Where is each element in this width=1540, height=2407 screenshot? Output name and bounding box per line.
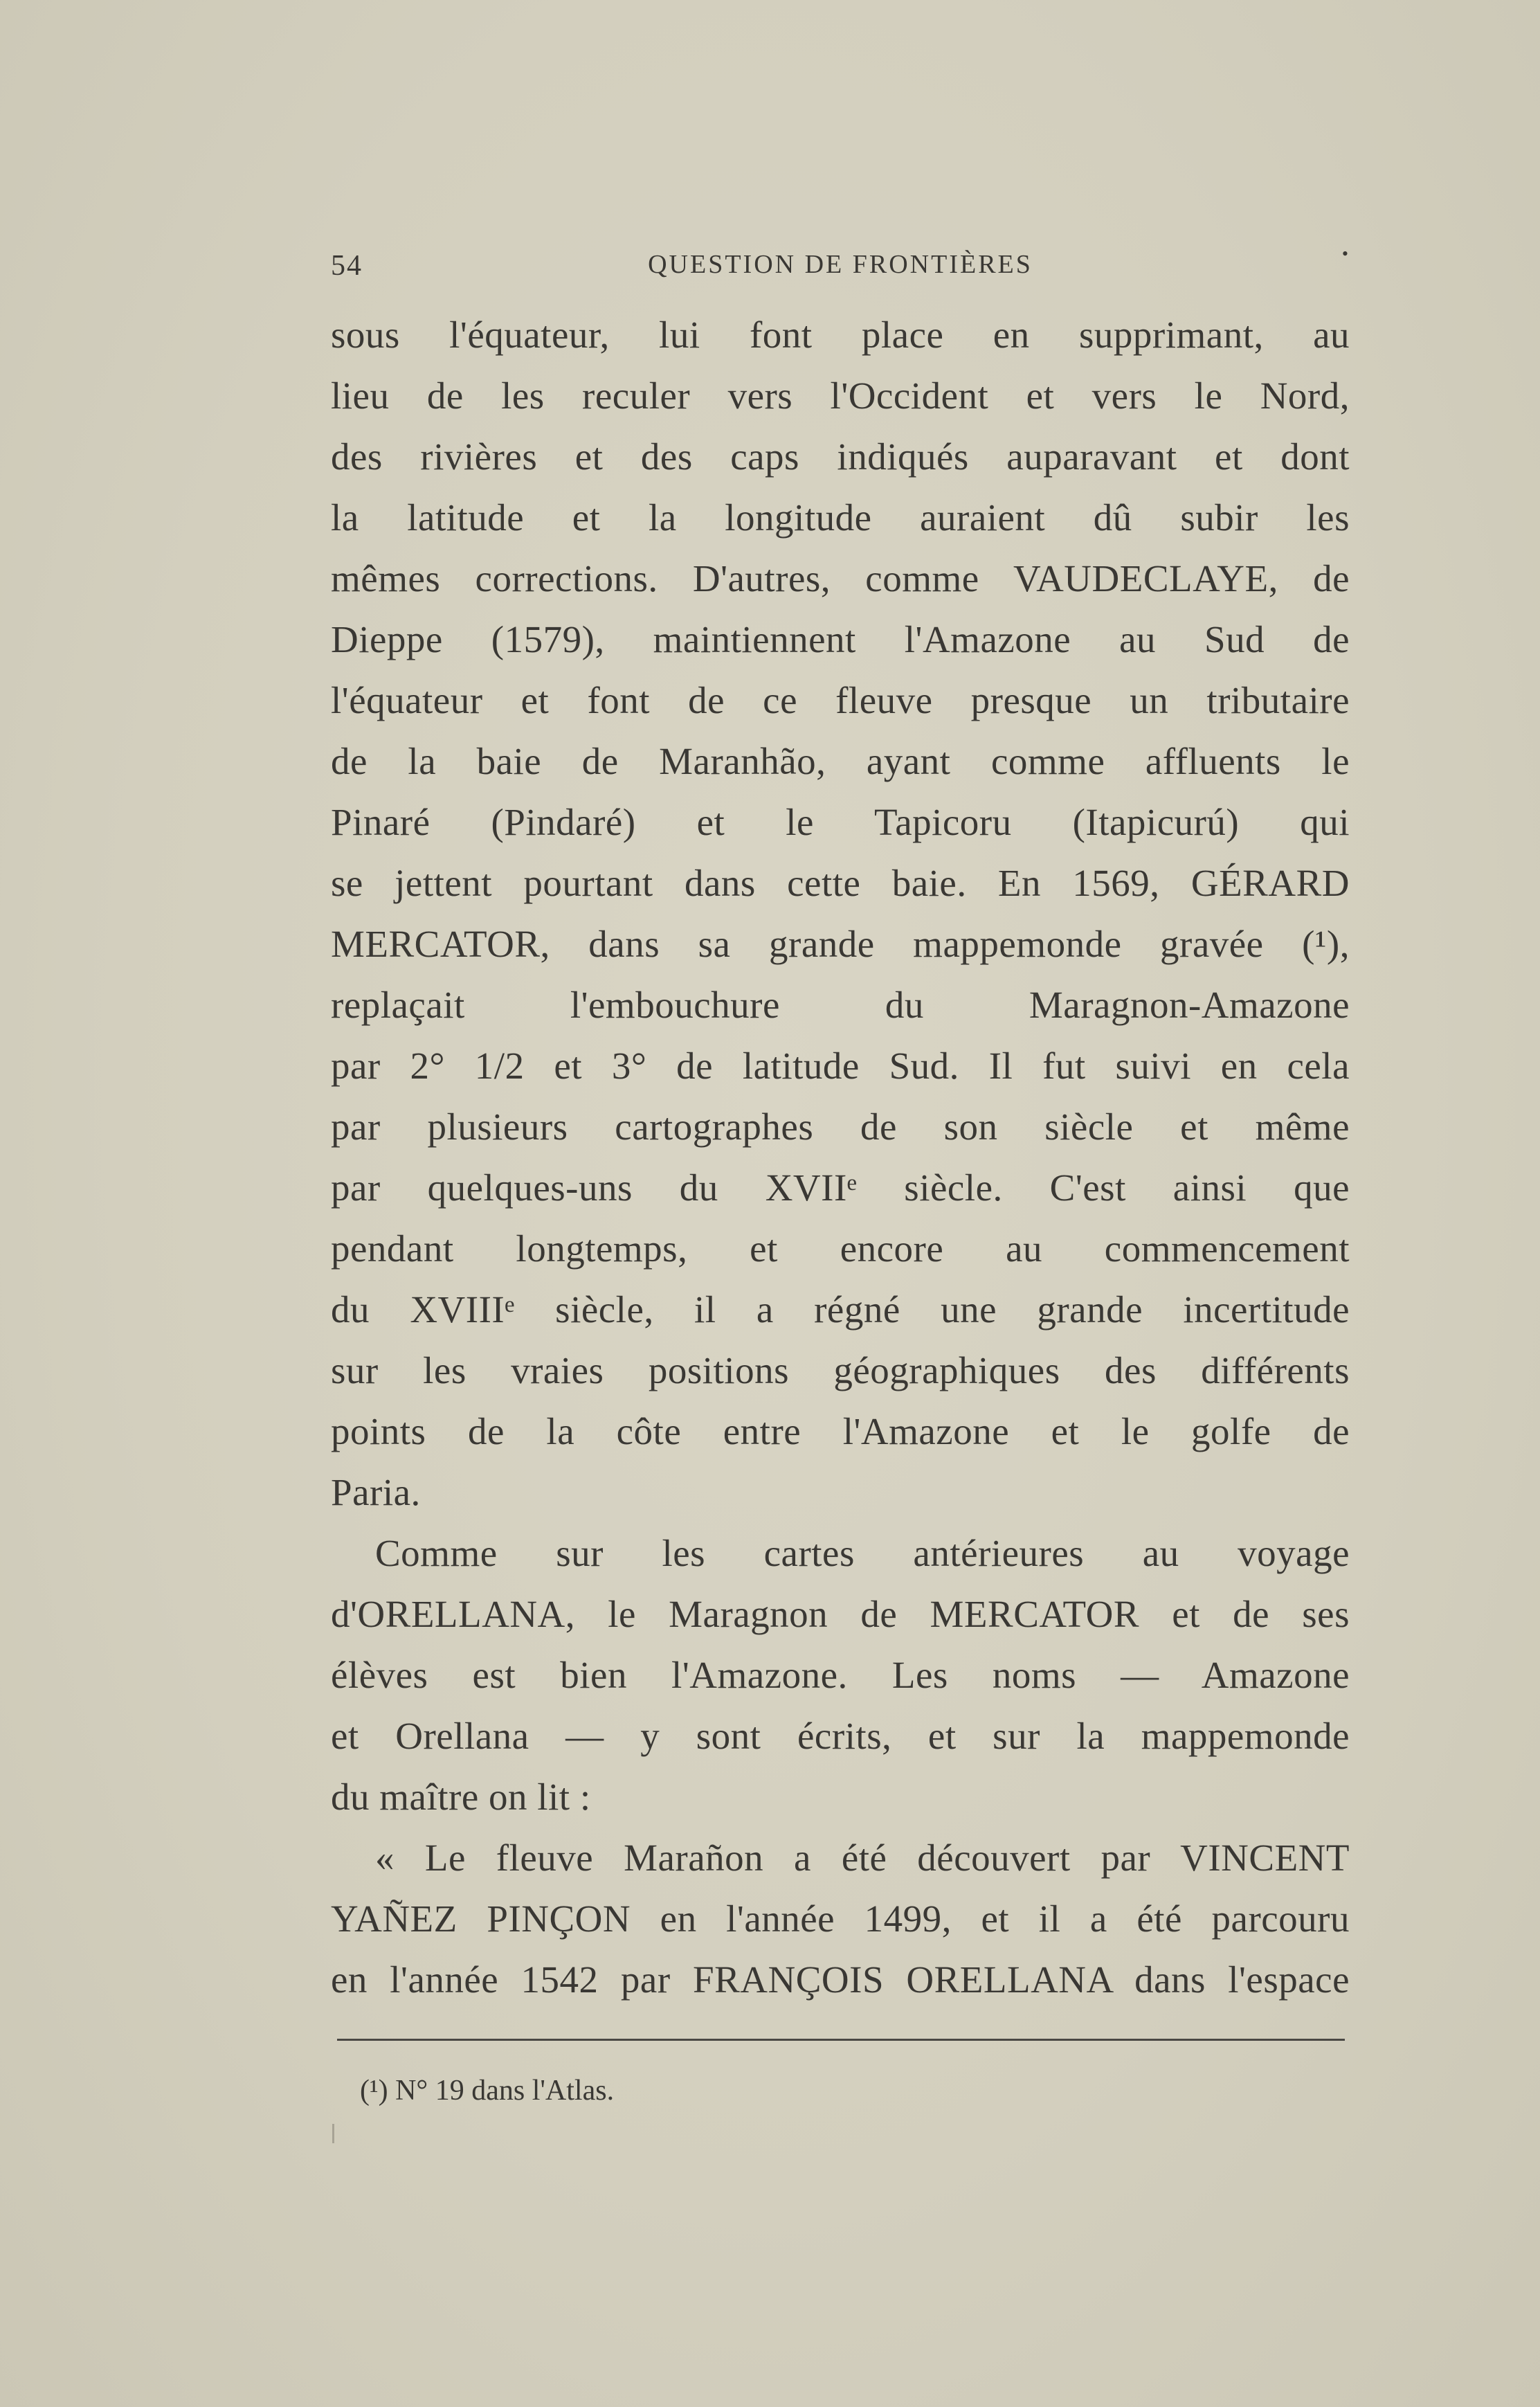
text-line: Comme sur les cartes antérieures au voyage [375,1532,1350,1574]
text-line: d'ORELLANA, le Maragnon de MERCATOR et de ses [331,1593,1350,1635]
text-line: par 2° 1/2 et 3° de latitude Sud. Il fut suivi en cela [331,1045,1350,1087]
printer-mark: • [1341,244,1350,264]
text-line: YAÑEZ PINÇON en l'année 1499, et il a été parcouru [331,1897,1350,1940]
footnote-text: N° 19 dans l'Atlas. [395,2075,615,2107]
body-text [331,305,1350,2010]
footnote-marker: (¹) [360,2075,388,2107]
text-line: mêmes corrections. D'autres, comme VAUDECLAYE, de [331,557,1350,600]
text-line: sur les vraies positions géographiques des différents [331,1349,1350,1391]
running-head [331,244,1350,285]
text-line: des rivières et des caps indiqués auparavant et dont [331,435,1350,478]
text-line: MERCATOR, dans sa grande mappemonde gravée (¹), [331,923,1350,965]
text-line: l'équateur et font de ce fleuve presque un tributaire [331,679,1350,721]
text-line: pendant longtemps, et encore au commencement [331,1227,1350,1270]
text-line: points de la côte entre l'Amazone et le golfe de [331,1410,1350,1452]
text-line: Paria. [331,1471,421,1513]
footnote [360,2070,614,2111]
text-line: de la baie de Maranhão, ayant comme affluents le [331,740,1350,782]
text-line: la latitude et la longitude auraient dû subir les [331,496,1350,539]
text-line: sous l'équateur, lui font place en supprimant, au [331,314,1350,356]
text-line: et Orellana — y sont écrits, et sur la mappemonde [331,1715,1350,1757]
text-line: élèves est bien l'Amazone. Les noms — Amazone [331,1654,1350,1696]
footnote-divider [337,2039,1345,2041]
page-number: 54 [331,250,363,282]
text-line: lieu de les reculer vers l'Occident et vers le Nord, [331,375,1350,417]
paper-blemish [332,2124,334,2143]
text-line: en l'année 1542 par FRANÇOIS ORELLANA dans l'espace [331,1958,1350,2001]
text-line: Pinaré (Pindaré) et le Tapicoru (Itapicurú) qui [331,801,1350,843]
text-line: « Le fleuve Marañon a été découvert par VINCENT [375,1837,1350,1879]
text-line: par quelques-uns du XVIIᵉ siècle. C'est ainsi que [331,1166,1350,1209]
text-line: du XVIIIᵉ siècle, il a régné une grande incertitude [331,1288,1350,1331]
text-line: replaçait l'embouchure du Maragnon-Amazone [331,984,1350,1026]
text-line: se jettent pourtant dans cette baie. En 1569, GÉRARD [331,862,1350,904]
text-line: Dieppe (1579), maintiennent l'Amazone au Sud de [331,618,1350,660]
text-line: par plusieurs cartographes de son siècle et même [331,1106,1350,1148]
running-title: QUESTION DE FRONTIÈRES [648,250,1033,279]
text-line: du maître on lit : [331,1776,591,1818]
